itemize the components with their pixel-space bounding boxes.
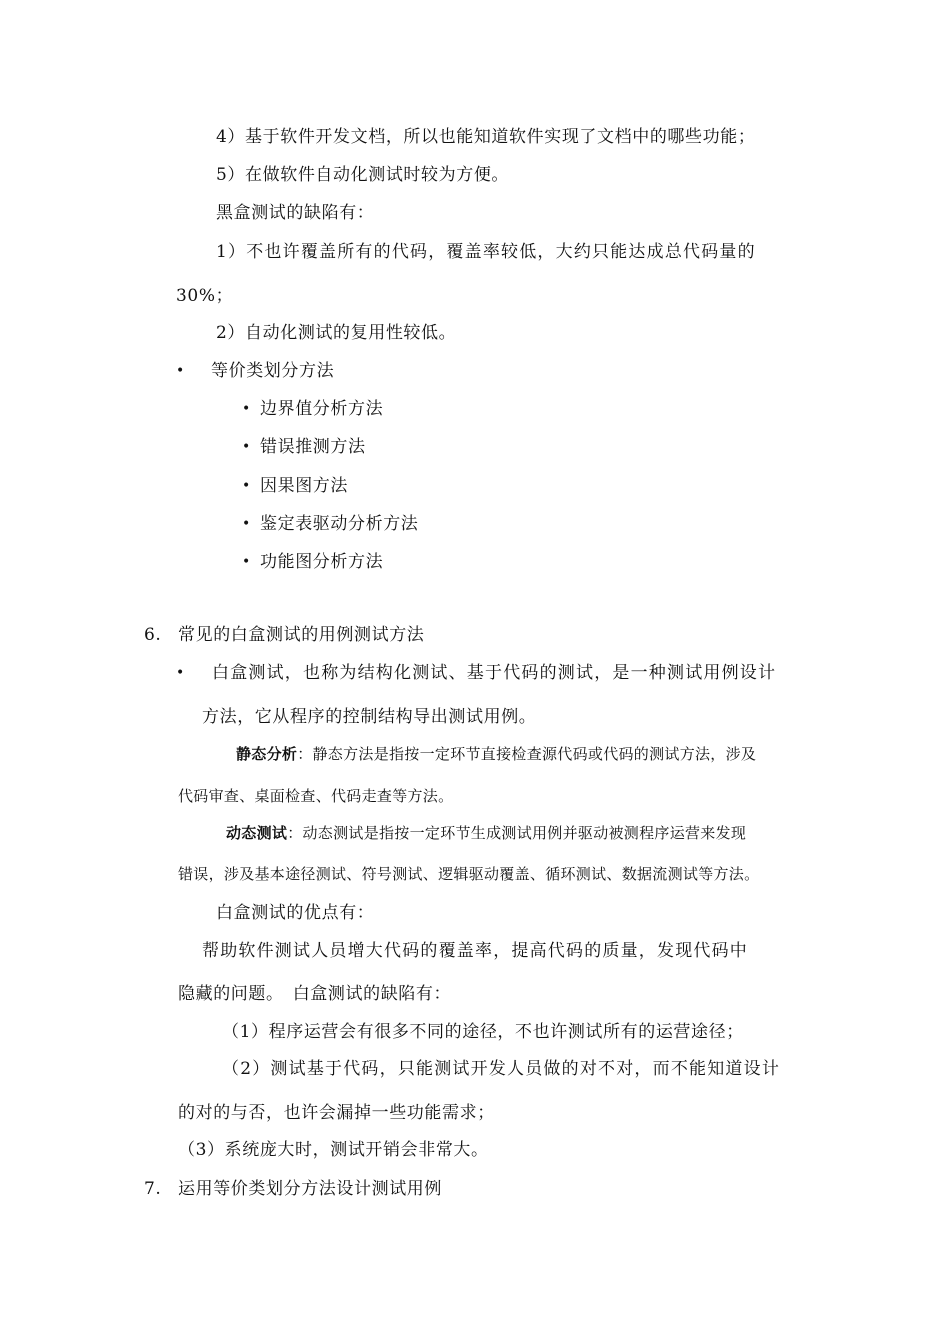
defect-item-1: 1）不也许覆盖所有的代码，覆盖率较低，大约只能达成总代码量的 [216,242,756,262]
bullet-icon: • [176,665,185,681]
bullet-icon: • [242,478,251,494]
method-item: 鉴定表驱动分析方法 [260,514,419,534]
section-7-number: 7. [144,1179,162,1199]
dynamic-test-label: 动态测试 [226,824,288,842]
method-item: 功能图分析方法 [260,552,384,572]
bullet-icon: • [176,363,185,379]
section-7-title: 运用等价类划分方法设计测试用例 [178,1179,442,1199]
blackbox-defects-heading: 黑盒测试的缺陷有： [216,203,375,223]
static-analysis-cont: 代码审查、桌面检查、代码走查等方法。 [178,787,454,805]
defect-item-1-cont: 30%； [176,286,234,306]
bullet-icon: • [242,439,251,455]
static-analysis-text: ：静态方法是指按一定环节直接检查源代码或代码的测试方法，涉及 [297,745,757,763]
dynamic-test-line [226,823,746,843]
method-equivalence: 等价类划分方法 [211,361,335,381]
dynamic-test-cont: 错误，涉及基本途径测试、符号测试、逻辑驱动覆盖、循环测试、数据流测试等方法。 [178,865,760,883]
bullet-icon: • [242,554,251,570]
section-6-number: 6. [144,625,162,645]
whitebox-defect-2: （2）测试基于代码，只能测试开发人员做的对不对，而不能知道设计 [222,1059,781,1079]
dynamic-test-text: ：动态测试是指按一定环节生成测试用例并驱动被测程序运营来发现 [287,824,747,842]
whitebox-advantage-text: 帮助软件测试人员增大代码的覆盖率，提高代码的质量，发现代码中 [202,941,748,961]
whitebox-advantages-heading: 白盒测试的优点有： [216,903,375,923]
whitebox-defect-3: （3）系统庞大时，测试开销会非常大。 [178,1140,489,1160]
static-analysis-label: 静态分析 [236,745,298,763]
bullet-icon: • [242,516,251,532]
whitebox-definition: 白盒测试，也称为结构化测试、基于代码的测试，是一种测试用例设计 [212,663,777,683]
whitebox-defect-2-cont: 的对的与否，也许会漏掉一些功能需求； [178,1103,495,1123]
static-analysis-line [236,744,756,764]
whitebox-definition-cont: 方法，它从程序的控制结构导出测试用例。 [202,707,537,727]
method-item: 边界值分析方法 [260,399,384,419]
whitebox-defect-1: （1）程序运营会有很多不同的途径，不也许测试所有的运营途径； [222,1022,744,1042]
section-6-title: 常见的白盒测试的用例测试方法 [178,625,425,645]
bullet-icon: • [242,401,251,417]
method-item: 错误推测方法 [260,437,366,457]
advantage-item-4: 4）基于软件开发文档，所以也能知道软件实现了文档中的哪些功能； [216,127,756,147]
defect-item-2: 2）自动化测试的复用性较低。 [216,323,457,343]
method-item: 因果图方法 [260,476,348,496]
whitebox-advantage-cont: 隐藏的问题。 白盒测试的缺陷有： [178,984,452,1004]
advantage-item-5: 5）在做软件自动化测试时较为方便。 [216,165,510,185]
